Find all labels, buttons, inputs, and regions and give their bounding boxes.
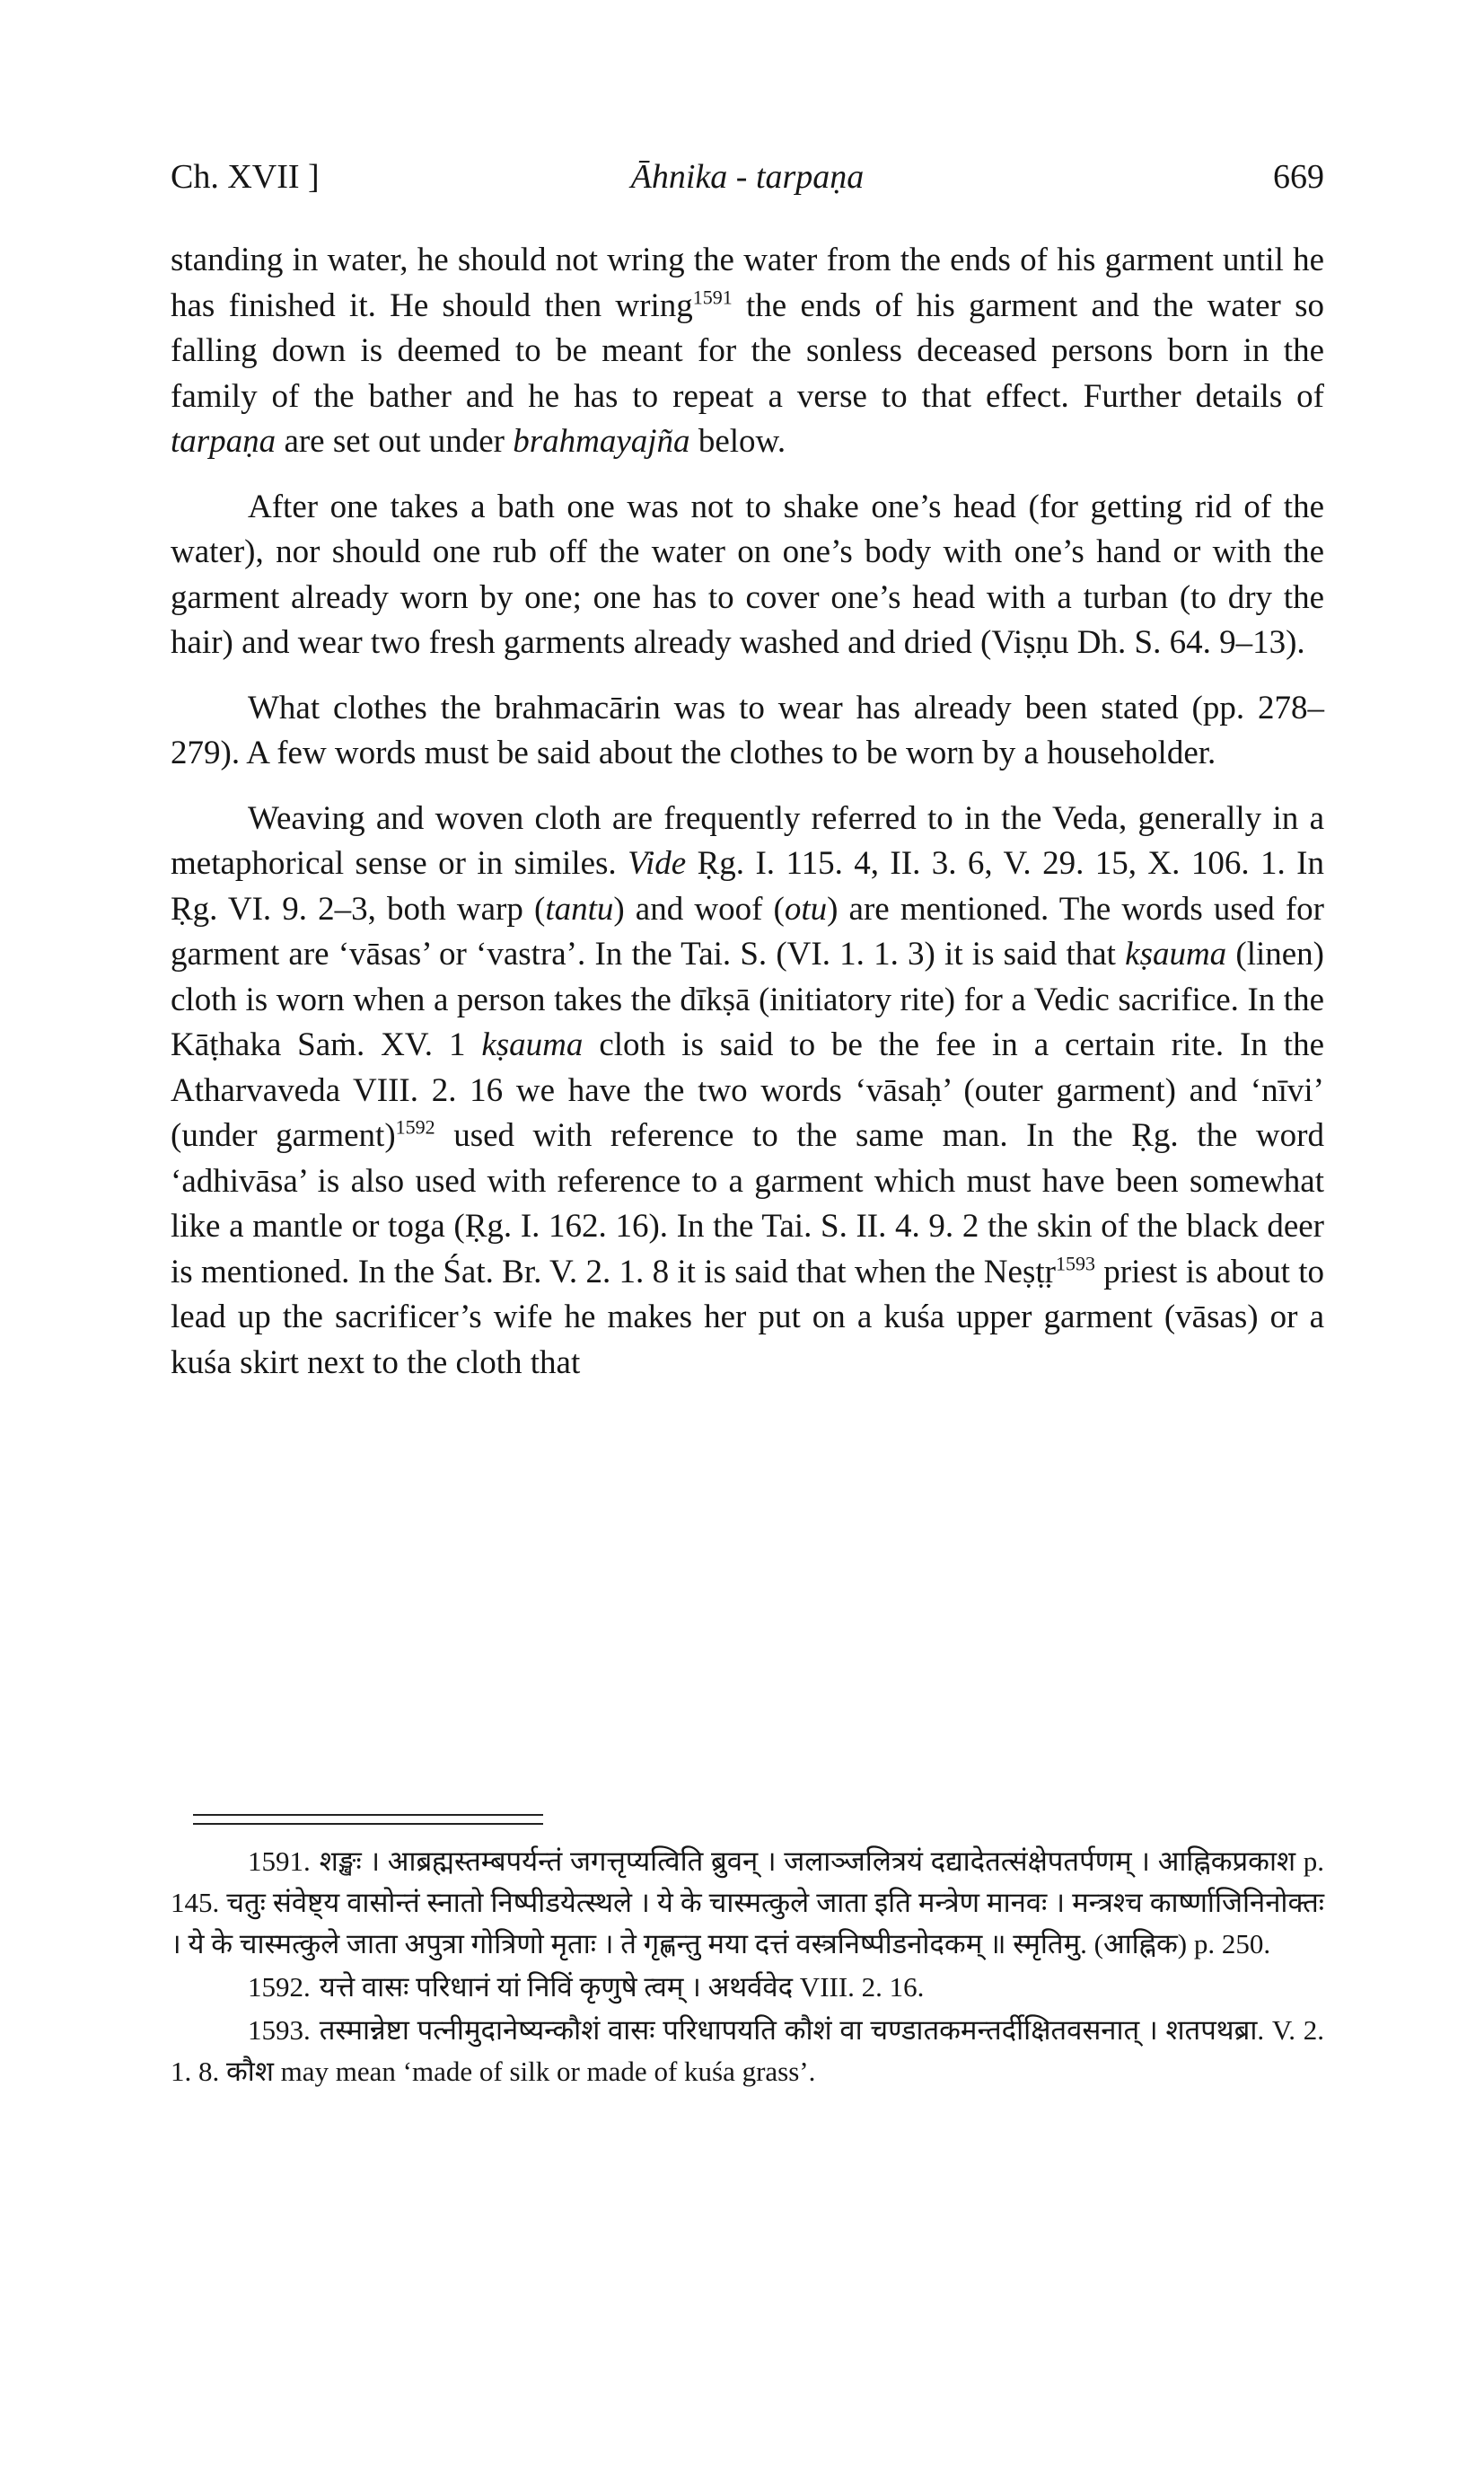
footnote-1593: 1593. तस्मान्नेष्टा पत्नीमुदानेष्यन्कौशं वासः परिधापयति कौशं वा चण्डातकमन्तर्दीक्षितवसनात् । शतपथब्रा. V. 2. 1. 8. कौश may mean ‘made of silk or made of kuśa grass’. [171,2014,1324,2087]
footnote-1591: 1591. शङ्खः । आब्रह्मस्तम्बपर्यन्तं जगत्तृप्यत्विति ब्रुवन् । जलाञ्जलित्रयं दद्यादेतत्संक्षेपतर्पणम् । आह्निकप्रकाश p. 145. चतुः संवेष्ट्य वासोन्तं स्नातो निष्पीडयेत्स्थले । ये के चास्मत्कुले जाता इति मन्त्रेण मानवः । मन्त्रश्च कार्ष्णाजिनिनोक्तः । ये के चास्मत्कुले जाता अपुत्रा गोत्रिणो मृताः । ते गृह्णन्तु मया दत्तं वस्त्रनिष्पीडनोदकम् ॥ स्मृतिमु. (आह्निक) p. 250. [171,1845,1324,1959]
page-number: 669 [1273,158,1324,196]
footnote-divider [193,1814,543,1825]
running-header [171,157,1324,211]
chapter-label: Ch. XVII ] [171,158,320,196]
paragraph-2: After one takes a bath one was not to shake one’s head (for getting rid of the water), nor should one rub off the water on one’s body with one’s hand or with the garment already worn by one; one has to cover one’s head with a turban (to dry the hair) and wear two fresh garments already washed and dried (Viṣṇu Dh. S. 64. 9–13). [171,488,1324,661]
running-title: Āhnika - tarpaṇa [630,158,865,196]
main-text [171,238,1324,1405]
paragraph-1: standing in water, he should not wring the water from the ends of his garment until he has finished it. He should then wring$^{1591}$ the ends of his garment and the water so falling down is deemed to be meant for the sonless deceased persons born in the family of the bather and he has to repeat a verse to that effect. Further details of tarpaṇa are set out under brahmayajña below. [171,242,1324,460]
footnotes [171,1841,1324,2094]
footnote-ref-1592[interactable]: 1592 [395,1115,435,1139]
footnote-ref-1591[interactable]: 1591 [692,286,733,309]
footnote-ref-1593[interactable]: 1593 [1055,1252,1095,1275]
footnote-1592: 1592. यत्ते वासः परिधानं यां निविं कृणुषे त्वम् । अथर्ववेद VIII. 2. 16. [248,1971,925,2003]
paragraph-4: Weaving and woven cloth are frequently referred to in the Veda, generally in a metaphorical sense or in similes. Vide Ṛg. I. 115. 4, II. 3. 6, V. 29. 15, X. 106. 1. In Ṛg. VI. 9. 2–3, both warp (tantu) and woof (otu) are mentioned. The words used for garment are ‘vāsas’ or ‘vastra’. In the Tai. S. (VI. 1. 1. 3) it is said that kṣauma (linen) cloth is worn when a person takes the dīkṣā (initiatory rite) for a Vedic sacrifice. In the Kāṭhaka Saṁ. XV. 1 kṣauma cloth is said to be the fee in a certain rite. In the Atharvaveda VIII. 2. 16 we have the two words ‘vāsaḥ’ (outer garment) and ‘nīvi’ (under garment)$^{1592}$ used with reference to the same man. In the Ṛg. the word ‘adhivāsa’ is also used with reference to a garment which must have been somewhat like a mantle or toga (Ṛg. I. 162. 16). In the Tai. S. II. 4. 9. 2 the skin of the black deer is mentioned. In the Śat. Br. V. 2. 1. 8 it is said that when the Neṣṭṛ$^{1593}$ priest is about to lead up the sacrificer’s wife he makes her put on a kuśa upper garment (vāsas) or a kuśa skirt next to the cloth that [171,799,1325,1381]
paragraph-3: What clothes the brahmacārin was to wear has already been stated (pp. 278–279). A few words must be said about the clothes to be worn by a householder. [171,689,1324,771]
